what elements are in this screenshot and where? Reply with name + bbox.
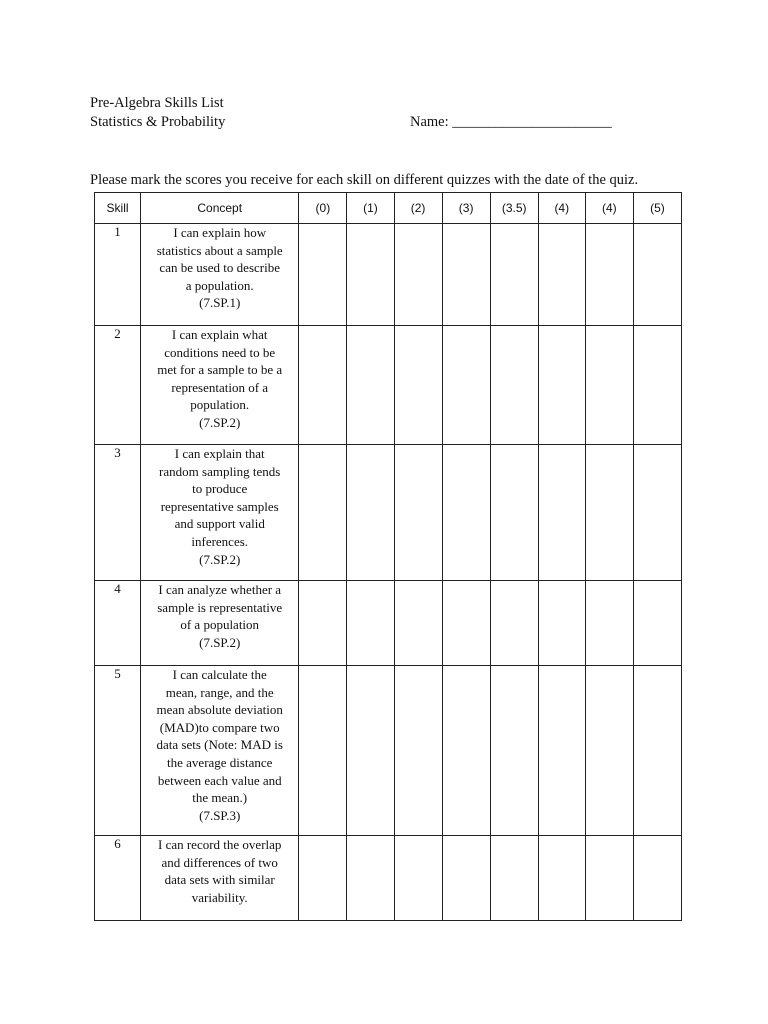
concept-line: to produce xyxy=(192,481,248,497)
concept-line: representation of a xyxy=(171,379,269,395)
name-field-label[interactable]: Name: ______________________ xyxy=(410,114,612,130)
score-cell[interactable] xyxy=(585,581,633,666)
header-row xyxy=(95,193,682,224)
score-cell[interactable] xyxy=(347,445,394,581)
concept-cell xyxy=(141,445,299,581)
concept-line: can be used to describe xyxy=(159,260,280,276)
score-cell[interactable] xyxy=(585,326,633,445)
table-row xyxy=(95,445,682,581)
score-cell[interactable] xyxy=(538,445,585,581)
score-cell[interactable] xyxy=(490,445,538,581)
concept-line: conditions need to be xyxy=(164,344,276,360)
score-cell[interactable] xyxy=(585,445,633,581)
concept-cell xyxy=(141,581,299,666)
concept-line: sample is representative xyxy=(157,599,283,615)
header-score-3: (3) xyxy=(442,193,490,224)
header-score-0: (0) xyxy=(299,193,347,224)
concept-line: random sampling tends xyxy=(159,463,281,479)
score-cell[interactable] xyxy=(299,445,347,581)
header-skill: Skill xyxy=(95,193,141,224)
concept-line: a population. xyxy=(185,277,254,293)
concept-line: statistics about a sample xyxy=(156,242,283,258)
score-cell[interactable] xyxy=(347,836,394,921)
concept-line: mean, range, and the xyxy=(165,684,274,700)
score-cell[interactable] xyxy=(442,224,490,326)
score-cell[interactable] xyxy=(490,836,538,921)
score-cell[interactable] xyxy=(538,326,585,445)
score-cell[interactable] xyxy=(394,445,442,581)
concept-line: I can explain how xyxy=(173,225,267,240)
score-cell[interactable] xyxy=(490,666,538,836)
concept-line: the mean.) xyxy=(192,790,248,806)
header-score-1: (1) xyxy=(347,193,394,224)
header-score-4a: (4) xyxy=(538,193,585,224)
score-cell[interactable] xyxy=(538,836,585,921)
score-cell[interactable] xyxy=(585,224,633,326)
concept-line: and differences of two xyxy=(161,854,278,870)
score-cell[interactable] xyxy=(347,666,394,836)
concept-line: (7.SP.1) xyxy=(199,295,241,311)
score-cell[interactable] xyxy=(633,445,681,581)
concept-line: variability. xyxy=(191,889,248,905)
concept-line: I can calculate the xyxy=(172,667,267,682)
concept-line: (7.SP.2) xyxy=(199,551,241,567)
concept-cell xyxy=(141,326,299,445)
header-concept: Concept xyxy=(141,193,299,224)
score-cell[interactable] xyxy=(633,666,681,836)
title-line-1: Pre-Algebra Skills List xyxy=(90,95,224,111)
concept-line: I can record the overlap xyxy=(157,837,282,852)
score-cell[interactable] xyxy=(585,666,633,836)
skill-number: 6 xyxy=(95,836,141,921)
skill-number: 3 xyxy=(95,445,141,581)
concept-cell xyxy=(141,836,299,921)
score-cell[interactable] xyxy=(538,224,585,326)
skill-number: 4 xyxy=(95,581,141,666)
score-cell[interactable] xyxy=(347,326,394,445)
instructions: Please mark the scores you receive for each skill on different quizzes with the date of the quiz. xyxy=(90,172,639,188)
table-row xyxy=(95,581,682,666)
score-cell[interactable] xyxy=(633,326,681,445)
score-cell[interactable] xyxy=(394,666,442,836)
table-row xyxy=(95,326,682,445)
concept-line: (7.SP.2) xyxy=(199,414,241,430)
score-cell[interactable] xyxy=(442,326,490,445)
score-cell[interactable] xyxy=(633,581,681,666)
score-cell[interactable] xyxy=(442,836,490,921)
concept-cell xyxy=(141,224,299,326)
header-score-5: (5) xyxy=(633,193,681,224)
score-cell[interactable] xyxy=(394,581,442,666)
worksheet-title xyxy=(90,94,225,132)
table-row xyxy=(95,224,682,326)
score-cell[interactable] xyxy=(394,224,442,326)
header-score-3-5: (3.5) xyxy=(490,193,538,224)
concept-line: the average distance xyxy=(167,754,273,770)
score-cell[interactable] xyxy=(538,666,585,836)
concept-line: I can explain what xyxy=(171,327,268,342)
score-cell[interactable] xyxy=(394,836,442,921)
concept-line: (MAD)to compare two xyxy=(159,719,280,735)
score-cell[interactable] xyxy=(442,581,490,666)
concept-line: representative samples xyxy=(160,498,279,514)
concept-line: (7.SP.2) xyxy=(199,634,241,650)
concept-line: I can explain that xyxy=(174,446,265,461)
concept-line: I can analyze whether a xyxy=(158,582,282,597)
score-cell[interactable] xyxy=(585,836,633,921)
skill-number: 2 xyxy=(95,326,141,445)
score-cell[interactable] xyxy=(347,224,394,326)
concept-line: between each value and xyxy=(157,772,282,788)
score-cell[interactable] xyxy=(299,581,347,666)
concept-line: data sets with similar xyxy=(164,872,275,888)
score-cell[interactable] xyxy=(394,326,442,445)
header-score-2: (2) xyxy=(394,193,442,224)
header-score-4b: (4) xyxy=(585,193,633,224)
score-cell[interactable] xyxy=(299,666,347,836)
concept-line: inferences. xyxy=(191,533,249,549)
score-cell[interactable] xyxy=(299,224,347,326)
concept-line: of a population xyxy=(180,617,260,633)
score-cell[interactable] xyxy=(633,224,681,326)
score-cell[interactable] xyxy=(442,666,490,836)
skill-number: 5 xyxy=(95,666,141,836)
concept-line: (7.SP.3) xyxy=(199,807,241,823)
concept-cell xyxy=(141,666,299,836)
score-cell[interactable] xyxy=(442,445,490,581)
concept-line: mean absolute deviation xyxy=(156,702,283,718)
table-row xyxy=(95,836,682,921)
score-cell[interactable] xyxy=(490,224,538,326)
skill-number: 1 xyxy=(95,224,141,326)
table-row xyxy=(95,666,682,836)
concept-line: met for a sample to be a xyxy=(157,362,283,378)
score-cell[interactable] xyxy=(299,836,347,921)
score-cell[interactable] xyxy=(490,581,538,666)
concept-line: data sets (Note: MAD is xyxy=(156,737,283,753)
concept-line: population. xyxy=(190,397,250,413)
skills-table xyxy=(94,192,682,921)
score-cell[interactable] xyxy=(538,581,585,666)
score-cell[interactable] xyxy=(633,836,681,921)
score-cell[interactable] xyxy=(347,581,394,666)
score-cell[interactable] xyxy=(490,326,538,445)
score-cell[interactable] xyxy=(299,326,347,445)
title-line-2: Statistics & Probability xyxy=(90,114,226,130)
concept-line: and support valid xyxy=(174,516,265,532)
